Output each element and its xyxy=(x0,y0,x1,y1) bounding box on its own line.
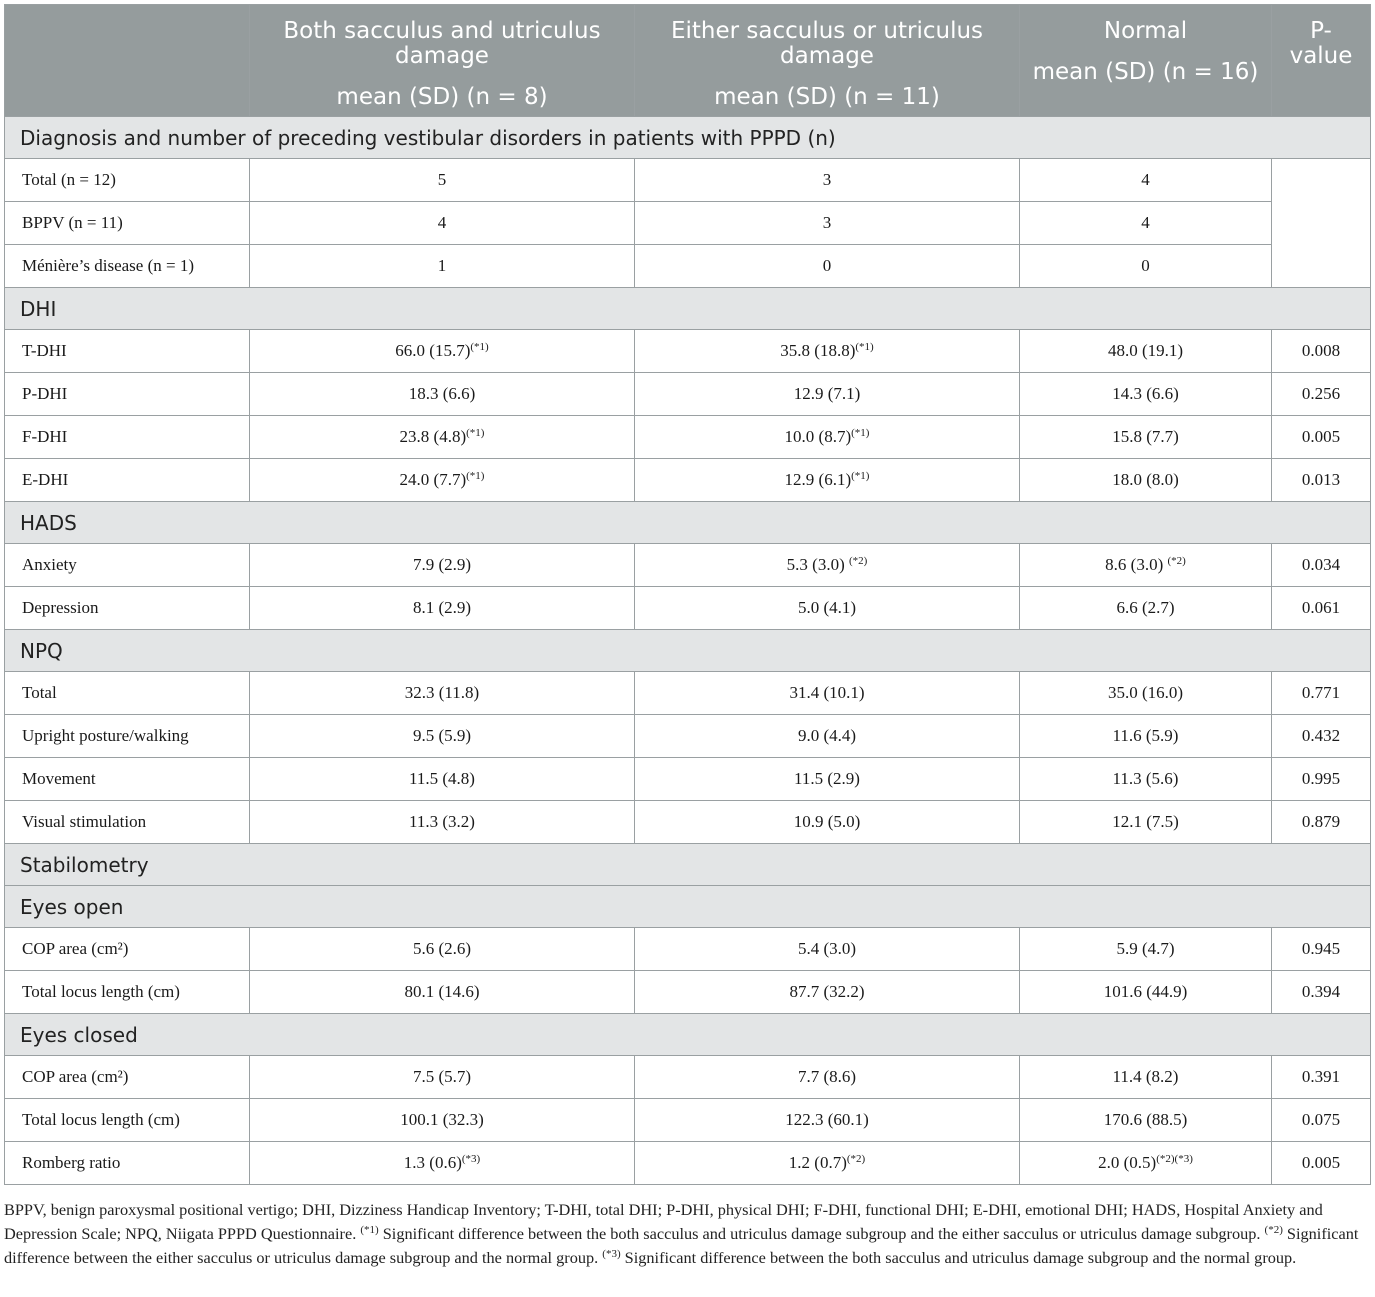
row-label: Anxiety xyxy=(5,544,250,587)
row-label: Romberg ratio xyxy=(5,1142,250,1185)
header-both-damage: Both sacculus and utriculus damage mean (SD) (n = 8) xyxy=(250,5,635,117)
cell-both: 7.5 (5.7) xyxy=(250,1056,635,1099)
cell-normal: 11.4 (8.2) xyxy=(1020,1056,1272,1099)
cell-both: 9.5 (5.9) xyxy=(250,715,635,758)
section-hads: HADS xyxy=(5,502,1371,544)
cell-both: 24.0 $(7.7)^{(*1)}$ xyxy=(250,459,635,502)
section-eyes-closed: Eyes closed xyxy=(5,1014,1371,1056)
table-row xyxy=(5,715,1371,758)
cell-normal: 8.6 (3.0) $^{(*2)}$ xyxy=(1020,544,1272,587)
cell-p: 0.075 xyxy=(1272,1099,1371,1142)
cell-both: 1 xyxy=(250,245,635,288)
cell-both: 11.5 (4.8) xyxy=(250,758,635,801)
cell-both: 4 xyxy=(250,202,635,245)
table-row xyxy=(5,416,1371,459)
row-label: Upright posture/walking xyxy=(5,715,250,758)
header-normal: Normal mean (SD) (n = 16) xyxy=(1020,5,1272,117)
table-row xyxy=(5,928,1371,971)
table-row xyxy=(5,1099,1371,1142)
row-label: Total xyxy=(5,672,250,715)
row-label: Total locus length (cm) xyxy=(5,971,250,1014)
cell-either: 5.4 (3.0) xyxy=(635,928,1020,971)
table-row xyxy=(5,245,1371,288)
cell-p: 0.879 xyxy=(1272,801,1371,844)
cell-p: 0.034 xyxy=(1272,544,1371,587)
table-footnote: BPPV, benign paroxysmal positional vertigo; DHI, Dizziness Handicap Inventory; T-DHI, total DHI; P-DHI, physical DHI; F-DHI, functional DHI; E-DHI, emotional DHI; HADS, Hospital Anxiety and Depression Scale; NPQ, Niigata PPPD Questionnaire. $^{(*1)}$ Significant difference between the both sacculus and utriculus damage subgroup and the either sacculus or utriculus damage subgroup. $^{(*2)}$ Significant difference between the either sacculus or utriculus damage subgroup and the normal group. $^{(*3)}$ Significant difference between the both sacculus and utriculus damage subgroup and the normal group. xyxy=(4,1200,1359,1267)
cell-both: 7.9 (2.9) xyxy=(250,544,635,587)
cell-both: 5.6 (2.6) xyxy=(250,928,635,971)
cell-p-empty xyxy=(1272,159,1371,288)
cell-normal: 0 xyxy=(1020,245,1272,288)
results-table xyxy=(4,4,1371,1185)
cell-p: 0.771 xyxy=(1272,672,1371,715)
section-npq: NPQ xyxy=(5,630,1371,672)
cell-p: 0.995 xyxy=(1272,758,1371,801)
cell-both: 80.1 (14.6) xyxy=(250,971,635,1014)
cell-both: 18.3 (6.6) xyxy=(250,373,635,416)
cell-p: 0.256 xyxy=(1272,373,1371,416)
row-label: Total locus length (cm) xyxy=(5,1099,250,1142)
cell-both: 8.1 (2.9) xyxy=(250,587,635,630)
row-label: COP area (cm²) xyxy=(5,1056,250,1099)
cell-either: 122.3 (60.1) xyxy=(635,1099,1020,1142)
cell-p: 0.061 xyxy=(1272,587,1371,630)
row-label: Ménière’s disease (n = 1) xyxy=(5,245,250,288)
cell-normal: 11.6 (5.9) xyxy=(1020,715,1272,758)
table-row xyxy=(5,159,1371,202)
cell-normal: 15.8 (7.7) xyxy=(1020,416,1272,459)
cell-p: 0.013 xyxy=(1272,459,1371,502)
cell-p: 0.945 xyxy=(1272,928,1371,971)
cell-either: 87.7 (32.2) xyxy=(635,971,1020,1014)
cell-either: 5.3 (3.0) $^{(*2)}$ xyxy=(635,544,1020,587)
table-row xyxy=(5,801,1371,844)
cell-p: 0.005 xyxy=(1272,1142,1371,1185)
table-row xyxy=(5,587,1371,630)
cell-p: 0.391 xyxy=(1272,1056,1371,1099)
table-row xyxy=(5,459,1371,502)
row-label: Depression xyxy=(5,587,250,630)
cell-either: 10.0 $(8.7)^{(*1)}$ xyxy=(635,416,1020,459)
cell-normal: 5.9 (4.7) xyxy=(1020,928,1272,971)
header-row xyxy=(5,5,1371,117)
cell-both: 11.3 (3.2) xyxy=(250,801,635,844)
table-row xyxy=(5,1142,1371,1185)
cell-either: 12.9 (7.1) xyxy=(635,373,1020,416)
cell-either: 5.0 (4.1) xyxy=(635,587,1020,630)
cell-p: 0.005 xyxy=(1272,416,1371,459)
table-row xyxy=(5,330,1371,373)
cell-normal: 11.3 (5.6) xyxy=(1020,758,1272,801)
cell-both: 66.0 $(15.7)^{(*1)}$ xyxy=(250,330,635,373)
table-row xyxy=(5,1056,1371,1099)
cell-either: 3 xyxy=(635,159,1020,202)
cell-p: 0.394 xyxy=(1272,971,1371,1014)
section-stabilometry: Stabilometry xyxy=(5,844,1371,886)
cell-normal: 12.1 (7.5) xyxy=(1020,801,1272,844)
header-p-value: P-value xyxy=(1272,5,1371,117)
cell-either: 9.0 (4.4) xyxy=(635,715,1020,758)
cell-normal: 4 xyxy=(1020,202,1272,245)
cell-normal: 14.3 (6.6) xyxy=(1020,373,1272,416)
cell-either: 12.9 $(6.1)^{(*1)}$ xyxy=(635,459,1020,502)
row-label: F-DHI xyxy=(5,416,250,459)
cell-normal: 170.6 (88.5) xyxy=(1020,1099,1272,1142)
header-empty xyxy=(5,5,250,117)
cell-either: 0 xyxy=(635,245,1020,288)
results-table-container xyxy=(4,4,1370,1185)
row-label: BPPV (n = 11) xyxy=(5,202,250,245)
table-row xyxy=(5,672,1371,715)
section-eyes-open: Eyes open xyxy=(5,886,1371,928)
cell-normal: 101.6 (44.9) xyxy=(1020,971,1272,1014)
table-row xyxy=(5,373,1371,416)
table-row xyxy=(5,544,1371,587)
row-label: E-DHI xyxy=(5,459,250,502)
cell-both: 23.8 $(4.8)^{(*1)}$ xyxy=(250,416,635,459)
cell-either: 35.8 $(18.8)^{(*1)}$ xyxy=(635,330,1020,373)
cell-normal: 35.0 (16.0) xyxy=(1020,672,1272,715)
cell-either: 10.9 (5.0) xyxy=(635,801,1020,844)
cell-either: 11.5 (2.9) xyxy=(635,758,1020,801)
cell-either: 31.4 (10.1) xyxy=(635,672,1020,715)
row-label: T-DHI xyxy=(5,330,250,373)
header-either-damage: Either sacculus or utriculus damage mean (SD) (n = 11) xyxy=(635,5,1020,117)
cell-normal: 4 xyxy=(1020,159,1272,202)
row-label: Total (n = 12) xyxy=(5,159,250,202)
cell-either: 7.7 (8.6) xyxy=(635,1056,1020,1099)
row-label: Movement xyxy=(5,758,250,801)
cell-normal: 6.6 (2.7) xyxy=(1020,587,1272,630)
cell-either: 3 xyxy=(635,202,1020,245)
cell-both: 5 xyxy=(250,159,635,202)
cell-both: 1.3 $(0.6)^{(*3)}$ xyxy=(250,1142,635,1185)
cell-both: 100.1 (32.3) xyxy=(250,1099,635,1142)
cell-p: 0.432 xyxy=(1272,715,1371,758)
row-label: Visual stimulation xyxy=(5,801,250,844)
row-label: P-DHI xyxy=(5,373,250,416)
cell-either: 1.2 $(0.7)^{(*2)}$ xyxy=(635,1142,1020,1185)
row-label: COP area (cm²) xyxy=(5,928,250,971)
section-diagnosis: Diagnosis and number of preceding vestibular disorders in patients with PPPD (n) xyxy=(5,117,1371,159)
cell-normal: 2.0 $(0.5)^{(*2)(*3)}$ xyxy=(1020,1142,1272,1185)
cell-p: 0.008 xyxy=(1272,330,1371,373)
table-row xyxy=(5,971,1371,1014)
table-row xyxy=(5,202,1371,245)
cell-normal: 18.0 (8.0) xyxy=(1020,459,1272,502)
cell-normal: 48.0 (19.1) xyxy=(1020,330,1272,373)
section-dhi: DHI xyxy=(5,288,1371,330)
table-row xyxy=(5,758,1371,801)
cell-both: 32.3 (11.8) xyxy=(250,672,635,715)
